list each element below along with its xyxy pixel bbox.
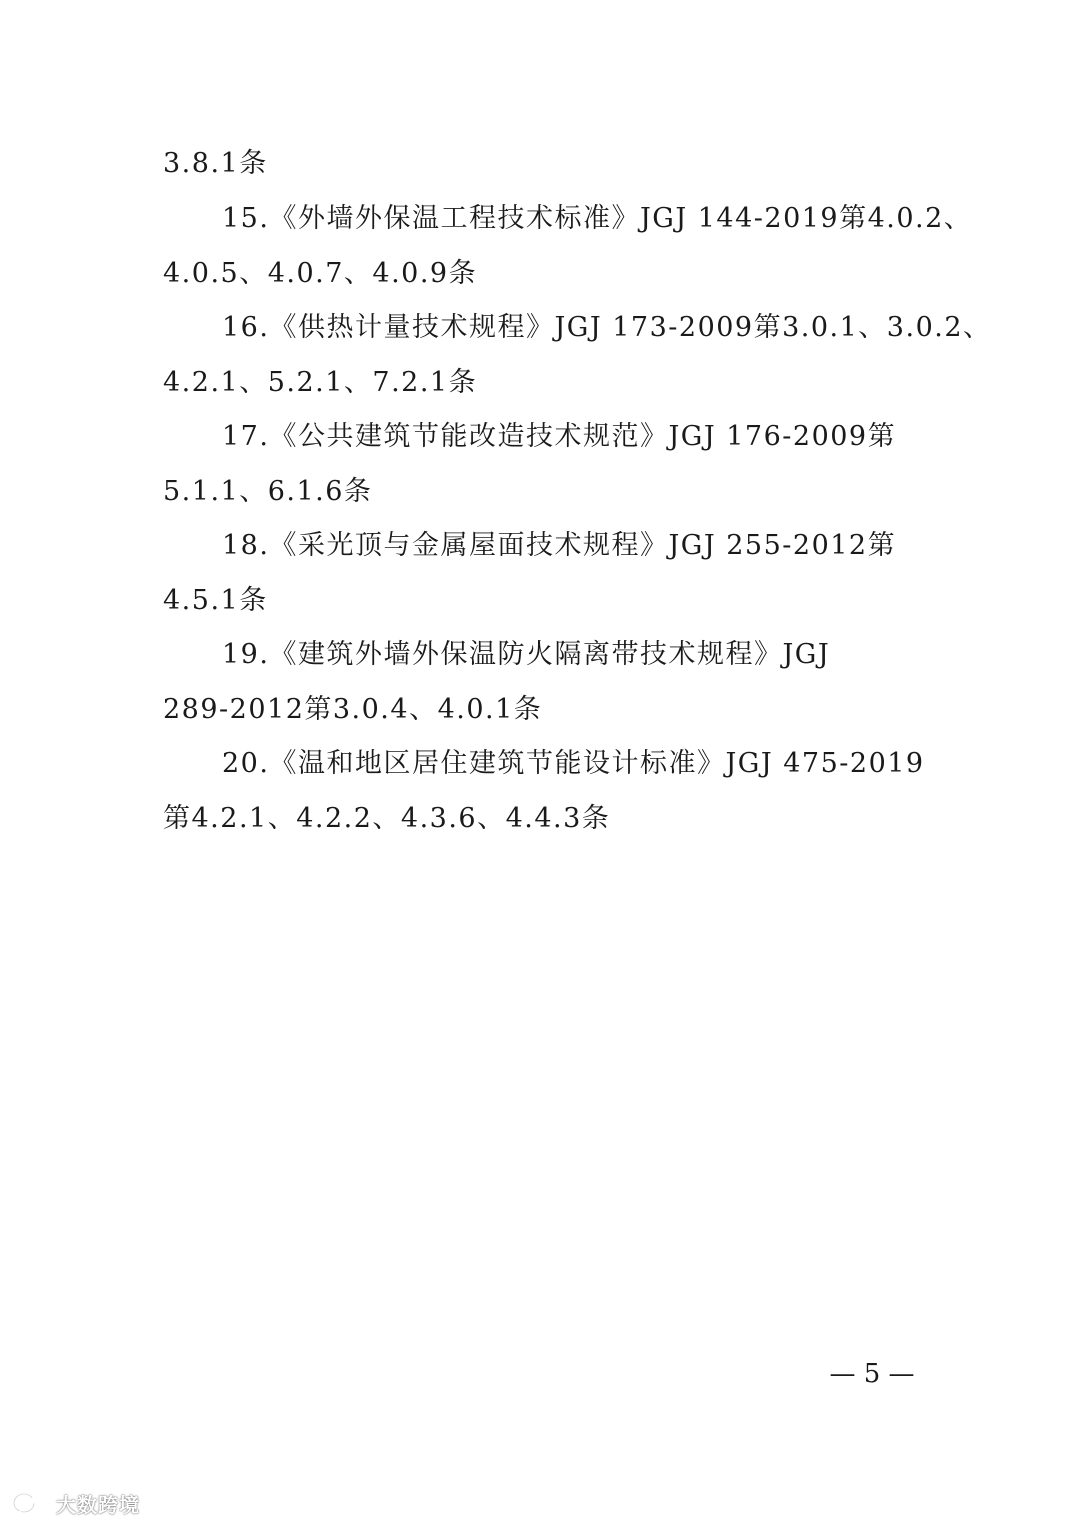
list-item-16: 16.《供热计量技术规程》JGJ 173-2009第3.0.1、3.0.2、 xyxy=(222,312,992,343)
list-item-20: 20.《温和地区居住建筑节能设计标准》JGJ 475-2019 xyxy=(222,748,925,779)
chat-bubble-logo-icon xyxy=(12,1490,52,1516)
list-item-17-cont: 5.1.1、6.1.6条 xyxy=(163,476,373,507)
list-item-19-cont: 289-2012第3.0.4、4.0.1条 xyxy=(163,694,543,725)
list-item-19: 19.《建筑外墙外保温防火隔离带技术规程》JGJ xyxy=(222,639,831,670)
list-item-18-cont: 4.5.1条 xyxy=(163,585,268,616)
watermark xyxy=(12,1488,140,1518)
list-item-18: 18.《采光顶与金属屋面技术规程》JGJ 255-2012第 xyxy=(222,530,897,561)
list-item-20-cont: 第4.2.1、4.2.2、4.3.6、4.4.3条 xyxy=(163,803,611,834)
list-item-15-cont: 4.0.5、4.0.7、4.0.9条 xyxy=(163,258,478,289)
watermark-text: 大数跨境 xyxy=(56,1492,140,1517)
list-item-15: 15.《外墙外保温工程技术标准》JGJ 144-2019第4.0.2、 xyxy=(222,203,973,234)
list-item-17: 17.《公共建筑节能改造技术规范》JGJ 176-2009第 xyxy=(222,421,897,452)
page-number: — 5 — xyxy=(829,1359,915,1389)
list-item-16-cont: 4.2.1、5.2.1、7.2.1条 xyxy=(163,367,478,398)
line-1: 3.8.1条 xyxy=(163,148,268,179)
